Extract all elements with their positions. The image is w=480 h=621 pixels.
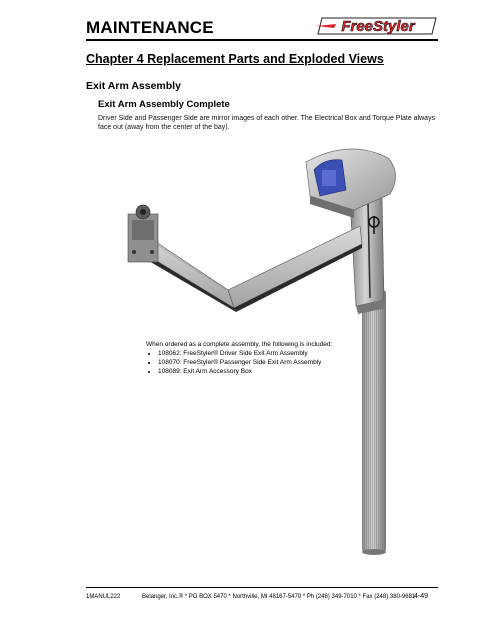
included-list (146, 349, 332, 376)
header-rule (86, 39, 438, 41)
list-item: • 108070: FreeStyler® Passenger Side Exit Arm Assembly (158, 358, 332, 367)
upper-column (350, 196, 386, 314)
freestyler-logo (316, 14, 440, 38)
included-list-block (146, 340, 332, 376)
support-pole (362, 290, 386, 555)
svg-text:FreeStyler: FreeStyler (341, 18, 415, 35)
footer-rule (86, 587, 438, 588)
included-intro: When ordered as a complete assembly, the following is included: (146, 341, 333, 348)
footer-company-info: Belanger, Inc.® * PO BOX 5470 * Northville, MI 48167-5470 * Ph (248) 349-7010 * Fax (248) 380-9681 (142, 594, 416, 600)
torque-plate (128, 205, 158, 262)
footer-doc-code: 1MANUL222 (86, 594, 121, 600)
subsection-title: Exit Arm Assembly Complete (98, 99, 230, 110)
horizontal-arm (142, 226, 362, 312)
page-header-title: MAINTENANCE (86, 18, 214, 37)
list-item: • 108089: Exit Arm Accessory Box (158, 367, 332, 376)
section-title: Exit Arm Assembly (86, 80, 181, 92)
chapter-title: Chapter 4 Replacement Parts and Exploded Views (86, 52, 384, 66)
page-number: 4-49 (414, 593, 429, 600)
list-item: • 108062: FreeStyler® Driver Side Exit Arm Assembly (158, 349, 332, 358)
description-text: Driver Side and Passenger Side are mirror images of each other. The Electrical Box and Torque Plate always face out (away from the center of the bay). (98, 115, 436, 131)
